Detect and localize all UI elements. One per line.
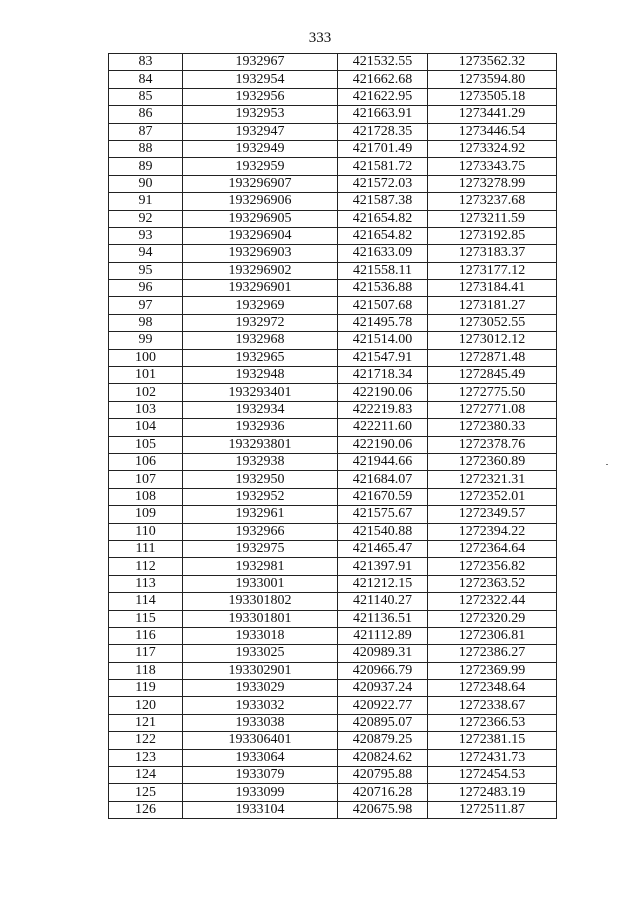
y-coordinate-cell: 1273184.41 [428, 280, 557, 297]
page-number: 333 [308, 30, 332, 46]
point-id-cell: 1932975 [183, 540, 338, 557]
y-coordinate-cell: 1273324.92 [428, 140, 557, 157]
table-row [109, 88, 557, 105]
y-coordinate-cell: 1273211.59 [428, 210, 557, 227]
row-number-cell: 112 [109, 558, 183, 575]
row-number-cell: 98 [109, 314, 183, 331]
y-coordinate-cell: 1272363.52 [428, 575, 557, 592]
table-row [109, 662, 557, 679]
point-id-cell: 1932950 [183, 471, 338, 488]
x-coordinate-cell: 421540.88 [338, 523, 428, 540]
point-id-cell: 1933038 [183, 714, 338, 731]
y-coordinate-cell: 1272394.22 [428, 523, 557, 540]
row-number-cell: 83 [109, 54, 183, 71]
x-coordinate-cell: 421663.91 [338, 106, 428, 123]
table-row [109, 488, 557, 505]
x-coordinate-cell: 421622.95 [338, 88, 428, 105]
table-row [109, 106, 557, 123]
y-coordinate-cell: 1272771.08 [428, 401, 557, 418]
x-coordinate-cell: 421136.51 [338, 610, 428, 627]
point-id-cell: 1932972 [183, 314, 338, 331]
table-row [109, 401, 557, 418]
y-coordinate-cell: 1273177.12 [428, 262, 557, 279]
x-coordinate-cell: 421670.59 [338, 488, 428, 505]
table-row [109, 645, 557, 662]
point-id-cell: 1933104 [183, 801, 338, 818]
x-coordinate-cell: 421507.68 [338, 297, 428, 314]
table-row [109, 471, 557, 488]
row-number-cell: 84 [109, 71, 183, 88]
row-number-cell: 114 [109, 593, 183, 610]
x-coordinate-cell: 421212.15 [338, 575, 428, 592]
y-coordinate-cell: 1272306.81 [428, 627, 557, 644]
row-number-cell: 101 [109, 367, 183, 384]
table-row [109, 540, 557, 557]
row-number-cell: 87 [109, 123, 183, 140]
y-coordinate-cell: 1272386.27 [428, 645, 557, 662]
coordinates-table [108, 53, 557, 819]
point-id-cell: 1932934 [183, 401, 338, 418]
y-coordinate-cell: 1272775.50 [428, 384, 557, 401]
table-row [109, 419, 557, 436]
x-coordinate-cell: 420922.77 [338, 697, 428, 714]
row-number-cell: 107 [109, 471, 183, 488]
row-number-cell: 90 [109, 175, 183, 192]
table-row [109, 123, 557, 140]
x-coordinate-cell: 421495.78 [338, 314, 428, 331]
y-coordinate-cell: 1272364.64 [428, 540, 557, 557]
y-coordinate-cell: 1272338.67 [428, 697, 557, 714]
table-row [109, 158, 557, 175]
y-coordinate-cell: 1272352.01 [428, 488, 557, 505]
point-id-cell: 193301802 [183, 593, 338, 610]
point-id-cell: 1932952 [183, 488, 338, 505]
row-number-cell: 106 [109, 453, 183, 470]
table-row [109, 558, 557, 575]
x-coordinate-cell: 421397.91 [338, 558, 428, 575]
point-id-cell: 193296902 [183, 262, 338, 279]
row-number-cell: 120 [109, 697, 183, 714]
row-number-cell: 117 [109, 645, 183, 662]
row-number-cell: 109 [109, 506, 183, 523]
row-number-cell: 104 [109, 419, 183, 436]
y-coordinate-cell: 1273505.18 [428, 88, 557, 105]
x-coordinate-cell: 420824.62 [338, 749, 428, 766]
row-number-cell: 108 [109, 488, 183, 505]
point-id-cell: 193296906 [183, 193, 338, 210]
point-id-cell: 193296904 [183, 227, 338, 244]
row-number-cell: 111 [109, 540, 183, 557]
row-number-cell: 123 [109, 749, 183, 766]
x-coordinate-cell: 421654.82 [338, 210, 428, 227]
row-number-cell: 103 [109, 401, 183, 418]
y-coordinate-cell: 1272349.57 [428, 506, 557, 523]
point-id-cell: 193293401 [183, 384, 338, 401]
row-number-cell: 125 [109, 784, 183, 801]
x-coordinate-cell: 420879.25 [338, 732, 428, 749]
x-coordinate-cell: 421465.47 [338, 540, 428, 557]
point-id-cell: 1932936 [183, 419, 338, 436]
x-coordinate-cell: 421558.11 [338, 262, 428, 279]
x-coordinate-cell: 420716.28 [338, 784, 428, 801]
table-row [109, 453, 557, 470]
point-id-cell: 1932949 [183, 140, 338, 157]
x-coordinate-cell: 420895.07 [338, 714, 428, 731]
row-number-cell: 94 [109, 245, 183, 262]
y-coordinate-cell: 1272431.73 [428, 749, 557, 766]
row-number-cell: 119 [109, 680, 183, 697]
point-id-cell: 1932948 [183, 367, 338, 384]
row-number-cell: 88 [109, 140, 183, 157]
table-row [109, 697, 557, 714]
y-coordinate-cell: 1273446.54 [428, 123, 557, 140]
row-number-cell: 110 [109, 523, 183, 540]
point-id-cell: 193296903 [183, 245, 338, 262]
table-row [109, 349, 557, 366]
y-coordinate-cell: 1272321.31 [428, 471, 557, 488]
table-row [109, 280, 557, 297]
x-coordinate-cell: 420675.98 [338, 801, 428, 818]
y-coordinate-cell: 1272511.87 [428, 801, 557, 818]
point-id-cell: 1932956 [183, 88, 338, 105]
table-row [109, 140, 557, 157]
row-number-cell: 122 [109, 732, 183, 749]
y-coordinate-cell: 1272380.33 [428, 419, 557, 436]
point-id-cell: 1932959 [183, 158, 338, 175]
x-coordinate-cell: 421581.72 [338, 158, 428, 175]
row-number-cell: 115 [109, 610, 183, 627]
point-id-cell: 1933079 [183, 767, 338, 784]
point-id-cell: 1933029 [183, 680, 338, 697]
row-number-cell: 96 [109, 280, 183, 297]
y-coordinate-cell: 1273278.99 [428, 175, 557, 192]
y-coordinate-cell: 1272378.76 [428, 436, 557, 453]
x-coordinate-cell: 421575.67 [338, 506, 428, 523]
y-coordinate-cell: 1272845.49 [428, 367, 557, 384]
x-coordinate-cell: 422219.83 [338, 401, 428, 418]
x-coordinate-cell: 420989.31 [338, 645, 428, 662]
x-coordinate-cell: 420966.79 [338, 662, 428, 679]
point-id-cell: 1932947 [183, 123, 338, 140]
row-number-cell: 92 [109, 210, 183, 227]
point-id-cell: 1933018 [183, 627, 338, 644]
y-coordinate-cell: 1273562.32 [428, 54, 557, 71]
y-coordinate-cell: 1273441.29 [428, 106, 557, 123]
y-coordinate-cell: 1273343.75 [428, 158, 557, 175]
point-id-cell: 193296905 [183, 210, 338, 227]
point-id-cell: 1933025 [183, 645, 338, 662]
scan-speck [606, 464, 608, 465]
row-number-cell: 105 [109, 436, 183, 453]
table-row [109, 227, 557, 244]
y-coordinate-cell: 1272381.15 [428, 732, 557, 749]
x-coordinate-cell: 422190.06 [338, 436, 428, 453]
table-row [109, 367, 557, 384]
y-coordinate-cell: 1272360.89 [428, 453, 557, 470]
row-number-cell: 97 [109, 297, 183, 314]
point-id-cell: 1932965 [183, 349, 338, 366]
table-row [109, 332, 557, 349]
x-coordinate-cell: 421587.38 [338, 193, 428, 210]
x-coordinate-cell: 421112.89 [338, 627, 428, 644]
table-row [109, 297, 557, 314]
table-row [109, 436, 557, 453]
x-coordinate-cell: 421684.07 [338, 471, 428, 488]
row-number-cell: 86 [109, 106, 183, 123]
point-id-cell: 1933064 [183, 749, 338, 766]
point-id-cell: 1932961 [183, 506, 338, 523]
x-coordinate-cell: 421633.09 [338, 245, 428, 262]
point-id-cell: 1932967 [183, 54, 338, 71]
row-number-cell: 113 [109, 575, 183, 592]
row-number-cell: 121 [109, 714, 183, 731]
table-row [109, 210, 557, 227]
table-row [109, 314, 557, 331]
table-row [109, 71, 557, 88]
row-number-cell: 126 [109, 801, 183, 818]
table-row [109, 627, 557, 644]
y-coordinate-cell: 1272483.19 [428, 784, 557, 801]
x-coordinate-cell: 421728.35 [338, 123, 428, 140]
point-id-cell: 1933001 [183, 575, 338, 592]
x-coordinate-cell: 422190.06 [338, 384, 428, 401]
row-number-cell: 118 [109, 662, 183, 679]
row-number-cell: 95 [109, 262, 183, 279]
table-row [109, 575, 557, 592]
x-coordinate-cell: 420795.88 [338, 767, 428, 784]
y-coordinate-cell: 1273192.85 [428, 227, 557, 244]
y-coordinate-cell: 1272871.48 [428, 349, 557, 366]
coordinates-table-body [109, 54, 557, 819]
table-row [109, 610, 557, 627]
point-id-cell: 193306401 [183, 732, 338, 749]
x-coordinate-cell: 421572.03 [338, 175, 428, 192]
y-coordinate-cell: 1273237.68 [428, 193, 557, 210]
x-coordinate-cell: 420937.24 [338, 680, 428, 697]
table-row [109, 732, 557, 749]
point-id-cell: 1932966 [183, 523, 338, 540]
y-coordinate-cell: 1272366.53 [428, 714, 557, 731]
point-id-cell: 193302901 [183, 662, 338, 679]
table-row [109, 801, 557, 818]
x-coordinate-cell: 421536.88 [338, 280, 428, 297]
table-row [109, 262, 557, 279]
x-coordinate-cell: 421944.66 [338, 453, 428, 470]
point-id-cell: 1932954 [183, 71, 338, 88]
point-id-cell: 1932981 [183, 558, 338, 575]
point-id-cell: 1933099 [183, 784, 338, 801]
table-row [109, 593, 557, 610]
table-row [109, 767, 557, 784]
row-number-cell: 85 [109, 88, 183, 105]
row-number-cell: 91 [109, 193, 183, 210]
y-coordinate-cell: 1272322.44 [428, 593, 557, 610]
point-id-cell: 1933032 [183, 697, 338, 714]
x-coordinate-cell: 421654.82 [338, 227, 428, 244]
point-id-cell: 1932938 [183, 453, 338, 470]
row-number-cell: 93 [109, 227, 183, 244]
x-coordinate-cell: 421701.49 [338, 140, 428, 157]
table-row [109, 749, 557, 766]
y-coordinate-cell: 1272454.53 [428, 767, 557, 784]
row-number-cell: 102 [109, 384, 183, 401]
table-row [109, 784, 557, 801]
table-row [109, 54, 557, 71]
point-id-cell: 193296901 [183, 280, 338, 297]
y-coordinate-cell: 1273181.27 [428, 297, 557, 314]
y-coordinate-cell: 1272369.99 [428, 662, 557, 679]
table-row [109, 245, 557, 262]
y-coordinate-cell: 1272356.82 [428, 558, 557, 575]
y-coordinate-cell: 1273594.80 [428, 71, 557, 88]
point-id-cell: 193296907 [183, 175, 338, 192]
table-row [109, 384, 557, 401]
y-coordinate-cell: 1273183.37 [428, 245, 557, 262]
x-coordinate-cell: 421547.91 [338, 349, 428, 366]
y-coordinate-cell: 1272348.64 [428, 680, 557, 697]
table-row [109, 714, 557, 731]
row-number-cell: 116 [109, 627, 183, 644]
point-id-cell: 1932969 [183, 297, 338, 314]
x-coordinate-cell: 421140.27 [338, 593, 428, 610]
x-coordinate-cell: 421532.55 [338, 54, 428, 71]
point-id-cell: 193293801 [183, 436, 338, 453]
table-row [109, 680, 557, 697]
x-coordinate-cell: 421662.68 [338, 71, 428, 88]
table-row [109, 193, 557, 210]
y-coordinate-cell: 1272320.29 [428, 610, 557, 627]
y-coordinate-cell: 1273052.55 [428, 314, 557, 331]
x-coordinate-cell: 421718.34 [338, 367, 428, 384]
point-id-cell: 193301801 [183, 610, 338, 627]
point-id-cell: 1932968 [183, 332, 338, 349]
table-row [109, 506, 557, 523]
row-number-cell: 100 [109, 349, 183, 366]
point-id-cell: 1932953 [183, 106, 338, 123]
row-number-cell: 99 [109, 332, 183, 349]
row-number-cell: 89 [109, 158, 183, 175]
x-coordinate-cell: 422211.60 [338, 419, 428, 436]
x-coordinate-cell: 421514.00 [338, 332, 428, 349]
y-coordinate-cell: 1273012.12 [428, 332, 557, 349]
table-row [109, 175, 557, 192]
row-number-cell: 124 [109, 767, 183, 784]
table-row [109, 523, 557, 540]
